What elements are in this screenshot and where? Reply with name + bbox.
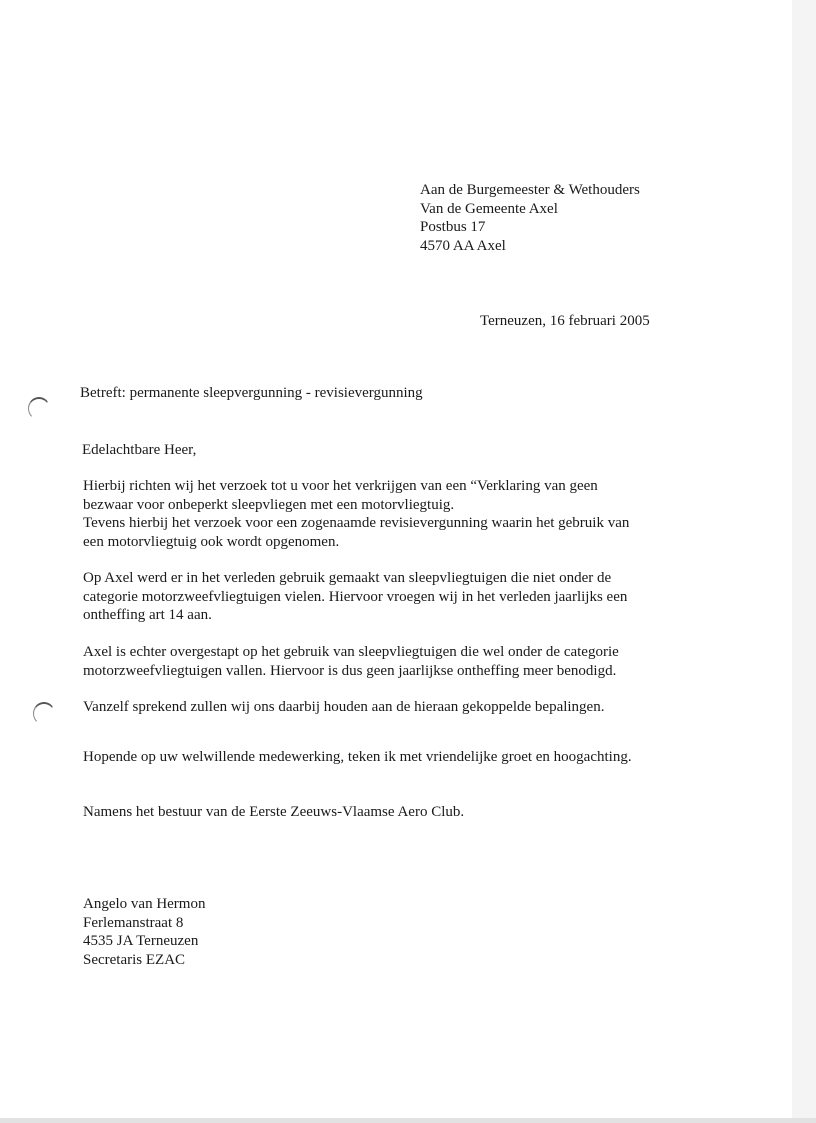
paragraph-line: Axel is echter overgestapt op het gebruik van sleepvliegtuigen die wel onder de categorie — [83, 644, 619, 660]
body-paragraph — [83, 569, 627, 625]
signature-block — [83, 895, 205, 969]
signer-city: 4535 JA Terneuzen — [83, 933, 199, 949]
body-paragraph — [83, 698, 604, 717]
recipient-address — [420, 181, 640, 255]
paragraph-line: een motorvliegtuig ook wordt opgenomen. — [83, 533, 340, 550]
salutation: Edelachtbare Heer, — [82, 442, 197, 458]
punch-hole — [33, 702, 55, 725]
paragraph-line: Hopende op uw welwillende medewerking, teken ik met vriendelijke groet en hoogachting. — [83, 749, 632, 765]
paragraph-line: categorie motorzweefvliegtuigen vielen. Hiervoor vroegen wij in het verleden jaarlijks een — [83, 588, 628, 605]
paragraph-line: Vanzelf sprekend zullen wij ons daarbij houden aan de hieraan gekoppelde bepalingen. — [83, 699, 605, 715]
address-line: Van de Gemeente Axel — [420, 200, 558, 217]
closing-paragraph — [83, 748, 632, 767]
address-line: Aan de Burgemeester & Wethouders — [420, 182, 640, 198]
signer-role: Secretaris EZAC — [83, 951, 186, 968]
paragraph-line: Op Axel werd er in het verleden gebruik gemaakt van sleepvliegtuigen die niet onder de — [83, 570, 612, 586]
punch-hole — [28, 397, 50, 420]
paragraph-line: Hierbij richten wij het verzoek tot u voor het verkrijgen van een “Verklaring van geen — [83, 478, 598, 494]
body-paragraph — [83, 643, 619, 680]
paragraph-line: bezwaar voor onbeperkt sleepvliegen met een motorvliegtuig. — [83, 496, 455, 513]
letter-date: Terneuzen, 16 februari 2005 — [480, 313, 650, 329]
paragraph-line: Namens het bestuur van de Eerste Zeeuws-Vlaamse Aero Club. — [83, 804, 465, 820]
address-line: 4570 AA Axel — [420, 237, 506, 254]
scan-margin — [792, 0, 816, 1123]
scan-margin — [0, 1118, 816, 1123]
paragraph-line: motorzweefvliegtuigen vallen. Hiervoor is dus geen jaarlijkse ontheffing meer benodigd. — [83, 662, 617, 679]
body-paragraph — [83, 477, 629, 551]
subject-line: Betreft: permanente sleepvergunning - revisievergunning — [80, 385, 423, 401]
address-line: Postbus 17 — [420, 219, 486, 235]
signer-street: Ferlemanstraat 8 — [83, 914, 184, 931]
paragraph-line: ontheffing art 14 aan. — [83, 607, 212, 623]
on-behalf-line — [83, 803, 464, 822]
signer-name: Angelo van Hermon — [83, 896, 206, 912]
paragraph-line: Tevens hierbij het verzoek voor een zogenaamde revisievergunning waarin het gebruik van — [83, 515, 630, 531]
